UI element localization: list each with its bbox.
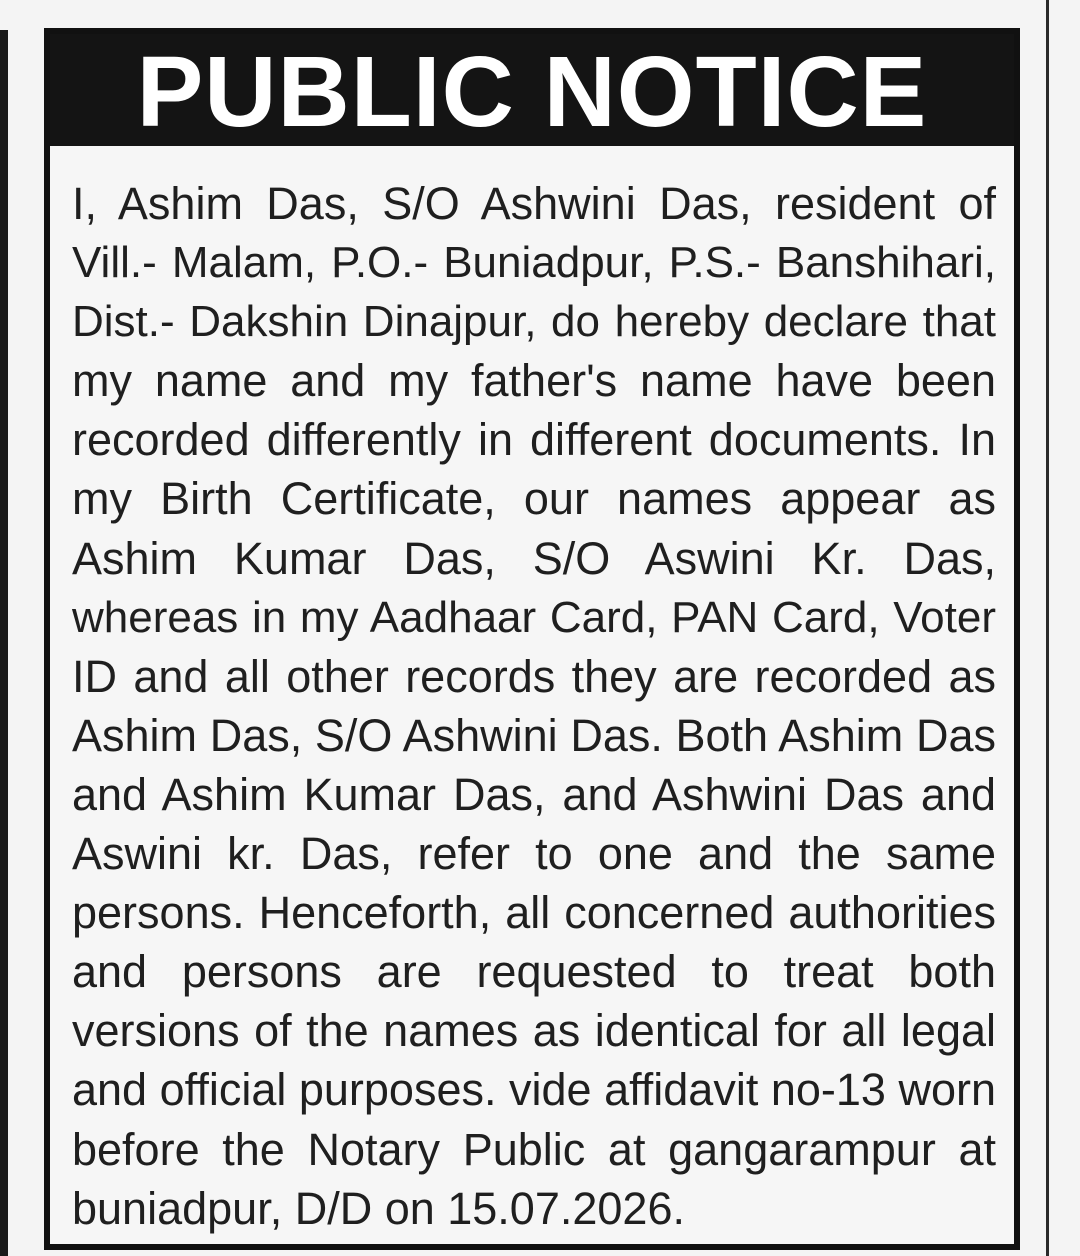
notice-line: Vill.- Malam, P.O.- Buniadpur, P.S.- Banshihari,: [72, 238, 996, 288]
notice-line: and persons are requested to treat both: [72, 946, 996, 998]
notice-line: recorded differently in different documents. In: [72, 414, 996, 466]
notice-line: before the Notary Public at gangarampur at: [72, 1123, 996, 1175]
notice-line: Dist.- Dakshin Dinajpur, do hereby declare that: [72, 297, 996, 347]
notice-line: Ashim Das, S/O Ashwini Das. Both Ashim Das: [72, 709, 996, 761]
notice-line: and Ashim Kumar Das, and Ashwini Das and: [72, 768, 996, 820]
notice-line: buniadpur, D/D on 15.07.2026.: [72, 1182, 685, 1234]
notice-title: PUBLIC NOTICE: [136, 36, 928, 148]
notice-line: and official purposes. vide affidavit no-13 worn: [72, 1064, 996, 1116]
notice-line: versions of the names as identical for all legal: [72, 1005, 996, 1057]
notice-line: whereas in my Aadhaar Card, PAN Card, Voter: [72, 592, 996, 642]
public-notice-box: [44, 28, 1020, 1250]
notice-line: Ashim Kumar Das, S/O Aswini Kr. Das,: [72, 532, 996, 584]
notice-body: [72, 174, 996, 1238]
notice-line: ID and all other records they are recorded as: [72, 650, 996, 702]
notice-line: Aswini kr. Das, refer to one and the same: [72, 828, 996, 880]
adjacent-column-border-left: [0, 30, 8, 1256]
adjacent-column-border-right: [1046, 0, 1049, 1256]
notice-line: my Birth Certificate, our names appear as: [72, 473, 996, 525]
notice-line: persons. Henceforth, all concerned authorities: [72, 887, 996, 939]
notice-line: I, Ashim Das, S/O Ashwini Das, resident of: [72, 178, 996, 229]
notice-line: my name and my father's name have been: [72, 355, 996, 407]
notice-header: [50, 34, 1014, 146]
